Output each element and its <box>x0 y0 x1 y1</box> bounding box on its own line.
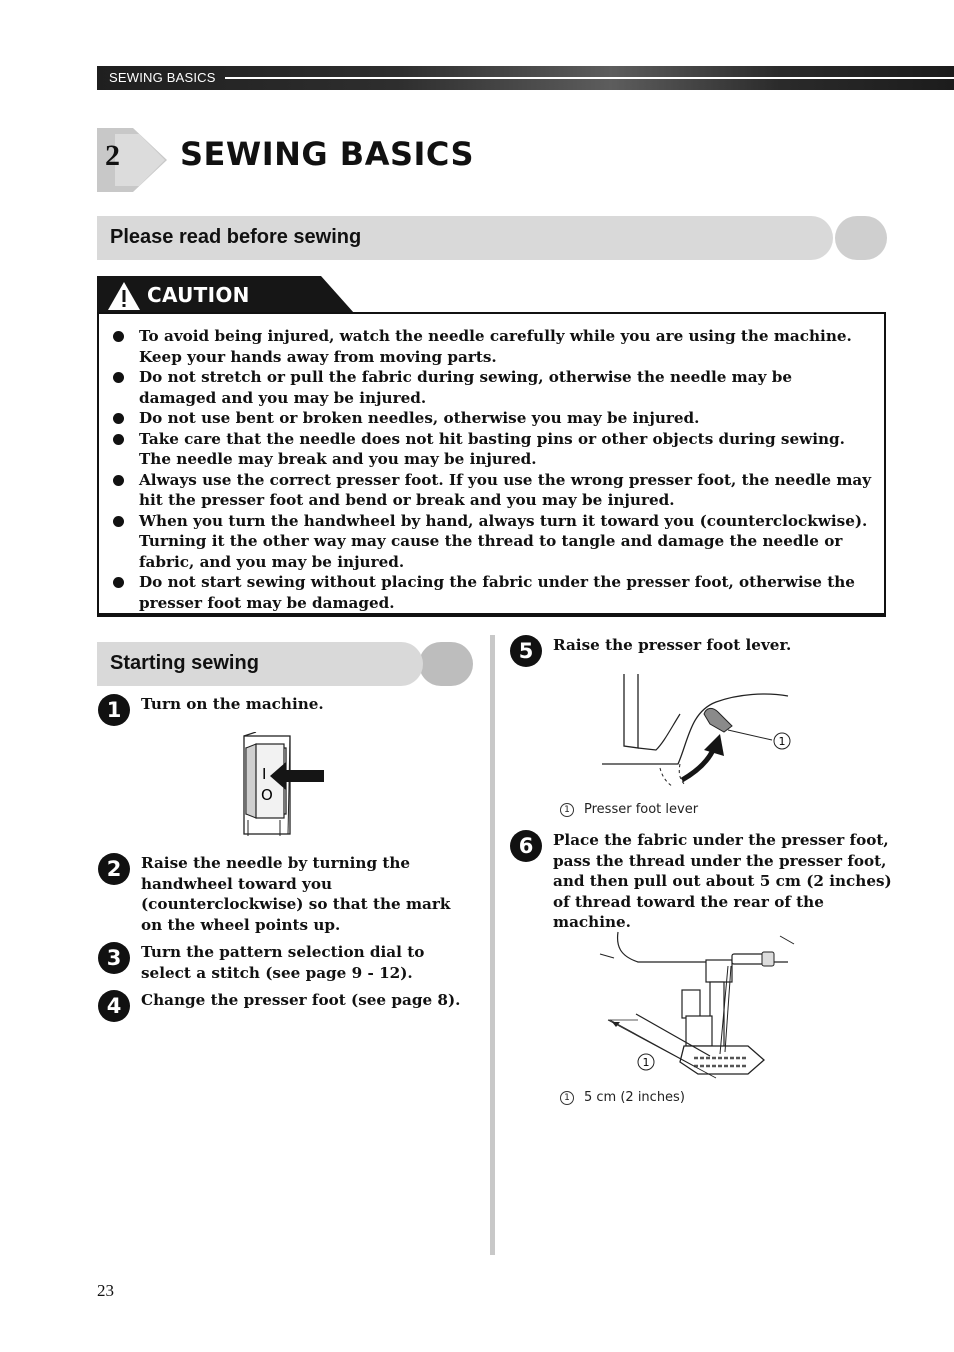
switch-off-mark: O <box>261 786 273 804</box>
chapter-number: 2 <box>105 139 120 172</box>
section-bar-decoration <box>835 216 887 260</box>
running-header-rule <box>225 77 954 79</box>
step-text: Change the presser foot (see page 8). <box>141 991 461 1009</box>
caution-box <box>97 312 886 617</box>
step-text: Turn the pattern selection dial to select a stitch (see page 9 - 12). <box>141 943 425 982</box>
caption-number: 1 <box>560 803 574 817</box>
bullet-icon <box>113 475 124 486</box>
up-arrow-icon <box>704 734 724 756</box>
figure-caption-lever <box>560 802 698 817</box>
caution-item: To avoid being injured, watch the needle carefully while you are using the machine. Keep your hands away from moving parts. <box>110 326 874 367</box>
step-text: Turn on the machine. <box>141 695 324 713</box>
chapter-title: SEWING BASICS <box>180 135 475 173</box>
step-1 <box>98 694 478 726</box>
step-number-badge: 5 <box>510 635 542 667</box>
step-number-badge: 3 <box>98 942 130 974</box>
step-3 <box>98 942 478 986</box>
bullet-icon <box>113 434 124 445</box>
caption-text: 5 cm (2 inches) <box>584 1090 685 1105</box>
caution-item: When you turn the handwheel by hand, always turn it toward you (counterclockwise). Turning it the other way may cause the thread to tangle and damage the needle or fabric, and you may be injured. <box>110 511 874 573</box>
caution-item: Do not use bent or broken needles, otherwise you may be injured. <box>110 408 874 429</box>
section-header-please-read <box>97 216 887 260</box>
callout-number: 1 <box>778 735 786 748</box>
running-header <box>97 66 954 90</box>
page-number: 23 <box>97 1281 114 1300</box>
caution-item: Do not stretch or pull the fabric during sewing, otherwise the needle may be damaged and you may be injured. <box>110 367 874 408</box>
bullet-icon <box>113 577 124 588</box>
section-bar-decoration <box>419 642 473 686</box>
caution-label: CAUTION <box>147 283 250 307</box>
bullet-icon <box>113 413 124 424</box>
caution-item: Take care that the needle does not hit basting pins or other objects during sewing. The needle may break and you may be injured. <box>110 429 874 470</box>
step-number-badge: 4 <box>98 990 130 1022</box>
switch-on-mark: I <box>262 765 267 783</box>
thread-pull-illustration <box>598 926 798 1082</box>
step-5 <box>510 635 890 667</box>
bullet-icon <box>113 372 124 383</box>
power-switch-illustration <box>230 732 330 836</box>
section-title: Please read before sewing <box>110 226 362 248</box>
step-text: Raise the needle by turning the handwheel toward you (counterclockwise) so that the mark on the wheel points up. <box>141 854 451 934</box>
step-4 <box>98 990 478 1022</box>
step-text: Place the fabric under the presser foot, pass the thread under the presser foot, and then pull out about 5 cm (2 inches) of thread toward the rear of the machine. <box>553 831 892 931</box>
step-number-badge: 6 <box>510 830 542 862</box>
section-header-starting-sewing <box>97 642 473 686</box>
step-text: Raise the presser foot lever. <box>553 636 792 654</box>
step-6 <box>510 830 892 931</box>
running-header-title: SEWING BASICS <box>109 70 216 85</box>
caution-list <box>110 326 874 613</box>
section-title: Starting sewing <box>110 652 259 674</box>
caution-item: Do not start sewing without placing the fabric under the presser foot, otherwise the presser foot may be damaged. <box>110 572 874 613</box>
bullet-icon <box>113 516 124 527</box>
column-divider <box>490 635 495 1255</box>
caption-text: Presser foot lever <box>584 802 699 817</box>
presser-foot-lever-illustration <box>598 672 798 792</box>
callout-number: 1 <box>642 1056 650 1069</box>
step-number-badge: 2 <box>98 853 130 885</box>
figure-caption-thread <box>560 1090 685 1105</box>
step-number-badge: 1 <box>98 694 130 726</box>
caption-number: 1 <box>560 1091 574 1105</box>
step-2 <box>98 853 478 937</box>
caution-item: Always use the correct presser foot. If you use the wrong presser foot, the needle may hit the presser foot and bend or break and you may be injured. <box>110 470 874 511</box>
bullet-icon <box>113 331 124 342</box>
